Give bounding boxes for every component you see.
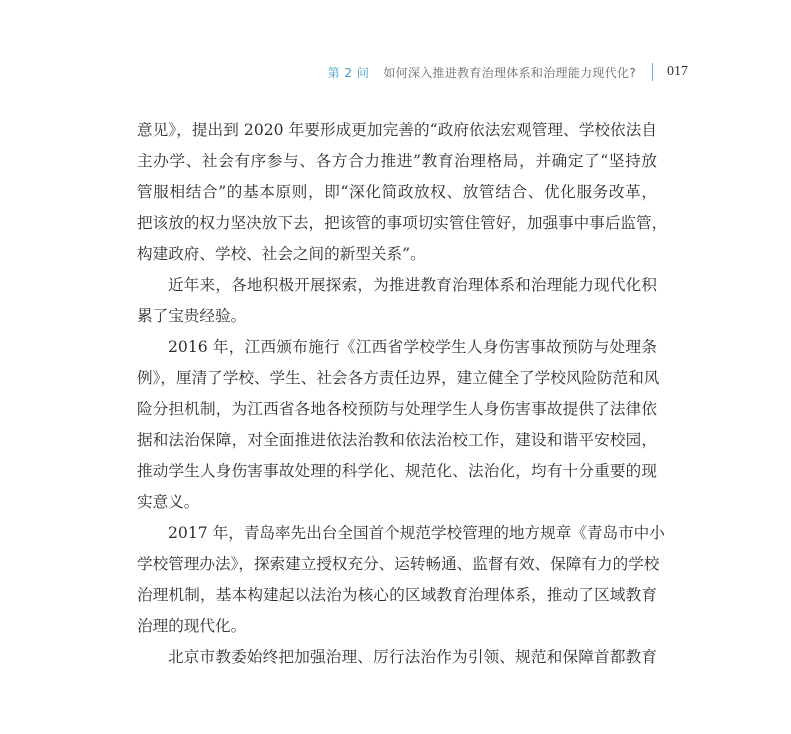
paragraph — [137, 270, 657, 332]
chapter-title: 如何深入推进教育治理体系和治理能力现代化? — [383, 65, 636, 80]
text-line: 2017 年，青岛率先出台全国首个规范学校管理的地方规章《青岛市中小 — [168, 524, 665, 542]
chapter-label: 第 2 问 — [327, 65, 370, 80]
text-line: 累了宝贵经验。 — [137, 307, 247, 325]
text-line: 治理的现代化。 — [137, 617, 247, 635]
paragraph — [137, 642, 657, 673]
text-line: 实意义。 — [137, 493, 200, 511]
text-line: 据和法治保障，对全面推进依法治教和依法治校工作，建设和谐平安校园， — [137, 431, 657, 449]
text-line: 治理机制，基本构建起以法治为核心的区域教育治理体系，推动了区域教育 — [137, 586, 657, 604]
paragraph — [137, 518, 665, 642]
text-line: 推动学生人身伤害事故处理的科学化、规范化、法治化，均有十分重要的现 — [137, 462, 657, 480]
text-line: 构建政府、学校、社会之间的新型关系”。 — [137, 245, 426, 263]
page-number: 017 — [667, 64, 688, 79]
text-line: 险分担机制，为江西省各地各校预防与处理学生人身伤害事故提供了法律依 — [137, 400, 657, 418]
text-line: 管服相结合”的基本原则，即“深化简政放权、放管结合、优化服务改革， — [137, 183, 657, 201]
paragraph — [137, 115, 668, 270]
text-line: 意见》，提出到 2020 年要形成更加完善的“政府依法宏观管理、学校依法自 — [137, 121, 657, 139]
text-line: 把该放的权力坚决放下去，把该管的事项切实管住管好，加强事中事后监管， — [137, 214, 668, 232]
text-line: 北京市教委始终把加强治理、厉行法治作为引领、规范和保障首都教育 — [168, 648, 657, 666]
text-line: 2016 年，江西颁布施行《江西省学校学生人身伤害事故预防与处理条 — [168, 338, 657, 356]
text-line: 主办学、社会有序参与、各方合力推进”教育治理格局，并确定了“坚持放 — [137, 152, 657, 170]
text-line: 学校管理办法》，探索建立授权充分、运转畅通、监督有效、保障有力的学校 — [137, 555, 660, 573]
text-line: 例》，厘清了学校、学生、社会各方责任边界，建立健全了学校风险防范和风 — [137, 369, 660, 387]
running-header — [328, 62, 688, 82]
body-text — [137, 115, 668, 673]
text-line: 近年来，各地积极开展探索，为推进教育治理体系和治理能力现代化积 — [168, 276, 657, 294]
header-divider — [652, 63, 653, 81]
paragraph — [137, 332, 660, 518]
